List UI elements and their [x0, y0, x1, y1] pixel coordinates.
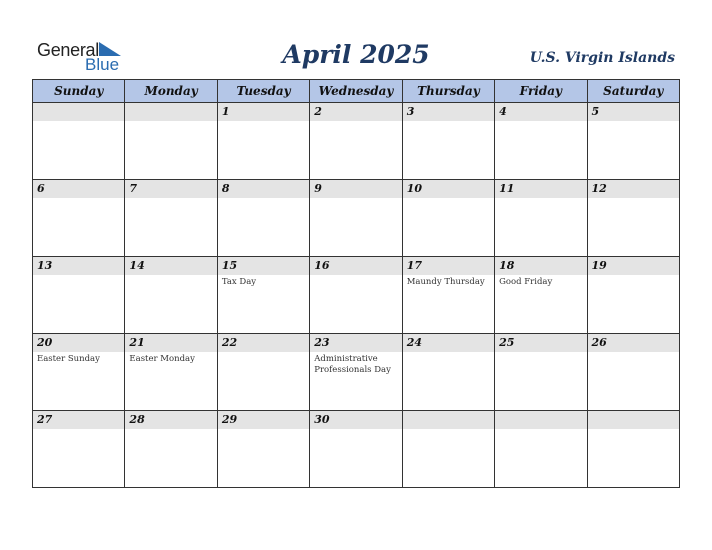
- day-cell: [495, 180, 587, 257]
- day-cell: [587, 180, 679, 257]
- day-cell: [587, 257, 679, 334]
- day-cell: [310, 334, 402, 411]
- week-row: [33, 103, 680, 180]
- day-number: 26: [588, 334, 679, 352]
- holiday-label: [495, 352, 586, 356]
- day-number: 4: [495, 103, 586, 121]
- holiday-label: [588, 352, 679, 356]
- day-number: 2: [310, 103, 401, 121]
- holiday-label: [310, 198, 401, 202]
- holiday-label: [403, 429, 494, 433]
- day-cell: [33, 103, 125, 180]
- weekday-header-row: [33, 80, 680, 103]
- holiday-label: [310, 429, 401, 433]
- day-cell: [310, 257, 402, 334]
- holiday-label: [218, 198, 309, 202]
- holiday-label: [495, 198, 586, 202]
- day-cell: [402, 180, 494, 257]
- holiday-label: [403, 198, 494, 202]
- holiday-label: [218, 352, 309, 356]
- holiday-label: [218, 121, 309, 125]
- holiday-label: [125, 275, 216, 279]
- holiday-label: [403, 121, 494, 125]
- day-cell: [125, 180, 217, 257]
- day-cell: [217, 103, 309, 180]
- holiday-label: [588, 275, 679, 279]
- day-number: 24: [403, 334, 494, 352]
- day-number: 3: [403, 103, 494, 121]
- region-name: U.S. Virgin Islands: [529, 50, 675, 66]
- holiday-label: [125, 429, 216, 433]
- day-number: [403, 411, 494, 429]
- day-cell: [495, 257, 587, 334]
- day-number: 22: [218, 334, 309, 352]
- day-cell: [125, 411, 217, 488]
- day-number: 17: [403, 257, 494, 275]
- weekday-header: Sunday: [33, 80, 125, 103]
- day-number: [125, 103, 216, 121]
- day-number: 15: [218, 257, 309, 275]
- day-number: 10: [403, 180, 494, 198]
- day-cell: [310, 180, 402, 257]
- holiday-label: Good Friday: [499, 277, 553, 287]
- weekday-header: Wednesday: [310, 80, 402, 103]
- holiday-label: [125, 198, 216, 202]
- day-number: 9: [310, 180, 401, 198]
- day-number: 5: [588, 103, 679, 121]
- day-number: 8: [218, 180, 309, 198]
- holiday-label: [495, 429, 586, 433]
- day-number: 25: [495, 334, 586, 352]
- day-cell: [125, 103, 217, 180]
- day-cell: [33, 411, 125, 488]
- logo-general-text: General: [37, 40, 99, 60]
- holiday-label: [33, 198, 124, 202]
- day-number: [588, 411, 679, 429]
- day-number: 7: [125, 180, 216, 198]
- day-number: [33, 103, 124, 121]
- holiday-label: [125, 121, 216, 125]
- day-cell: [310, 411, 402, 488]
- holiday-label: [403, 352, 494, 356]
- holiday-label: [495, 121, 586, 125]
- weekday-header: Thursday: [402, 80, 494, 103]
- week-row: [33, 411, 680, 488]
- holiday-label: [33, 121, 124, 125]
- day-number: 16: [310, 257, 401, 275]
- day-number: 6: [33, 180, 124, 198]
- day-number: 1: [218, 103, 309, 121]
- day-cell: [217, 180, 309, 257]
- day-number: 19: [588, 257, 679, 275]
- holiday-label: Tax Day: [221, 277, 257, 287]
- week-row: [33, 180, 680, 257]
- holiday-label: [588, 121, 679, 125]
- day-number: 18: [495, 257, 586, 275]
- day-number: 14: [125, 257, 216, 275]
- holiday-label: [588, 198, 679, 202]
- weekday-header: Friday: [495, 80, 587, 103]
- weekday-header: Saturday: [587, 80, 679, 103]
- holiday-label: Easter Sunday: [37, 354, 100, 364]
- day-cell: [125, 334, 217, 411]
- holiday-label: [310, 275, 401, 279]
- day-number: 28: [125, 411, 216, 429]
- holiday-label: [33, 275, 124, 279]
- day-cell: [402, 257, 494, 334]
- holiday-label: [218, 429, 309, 433]
- holiday-label: Maundy Thursday: [406, 277, 485, 287]
- day-cell: [402, 334, 494, 411]
- day-cell: [587, 334, 679, 411]
- day-cell: [402, 411, 494, 488]
- day-cell: [587, 411, 679, 488]
- holiday-label: Easter Monday: [129, 354, 195, 364]
- day-cell: [495, 411, 587, 488]
- day-cell: [33, 180, 125, 257]
- holiday-label: [588, 429, 679, 433]
- day-number: 12: [588, 180, 679, 198]
- day-cell: [310, 103, 402, 180]
- week-row: [33, 334, 680, 411]
- day-cell: [217, 411, 309, 488]
- day-cell: [217, 334, 309, 411]
- day-cell: [125, 257, 217, 334]
- holiday-label: [310, 121, 401, 125]
- month-title: April 2025: [282, 40, 430, 69]
- day-cell: [402, 103, 494, 180]
- week-row: [33, 257, 680, 334]
- day-cell: [217, 257, 309, 334]
- holiday-label: [33, 429, 124, 433]
- holiday-label: Administrative Professionals Day: [314, 354, 391, 375]
- day-cell: [33, 257, 125, 334]
- day-number: 23: [310, 334, 401, 352]
- day-cell: [495, 334, 587, 411]
- day-number: 29: [218, 411, 309, 429]
- day-number: 30: [310, 411, 401, 429]
- day-number: 11: [495, 180, 586, 198]
- day-number: 13: [33, 257, 124, 275]
- weekday-header: Monday: [125, 80, 217, 103]
- day-number: [495, 411, 586, 429]
- day-number: 20: [33, 334, 124, 352]
- day-cell: [587, 103, 679, 180]
- day-number: 21: [125, 334, 216, 352]
- day-cell: [33, 334, 125, 411]
- logo-blue-text: Blue: [85, 55, 120, 74]
- day-number: 27: [33, 411, 124, 429]
- day-cell: [495, 103, 587, 180]
- calendar-grid: [32, 79, 680, 488]
- weekday-header: Tuesday: [217, 80, 309, 103]
